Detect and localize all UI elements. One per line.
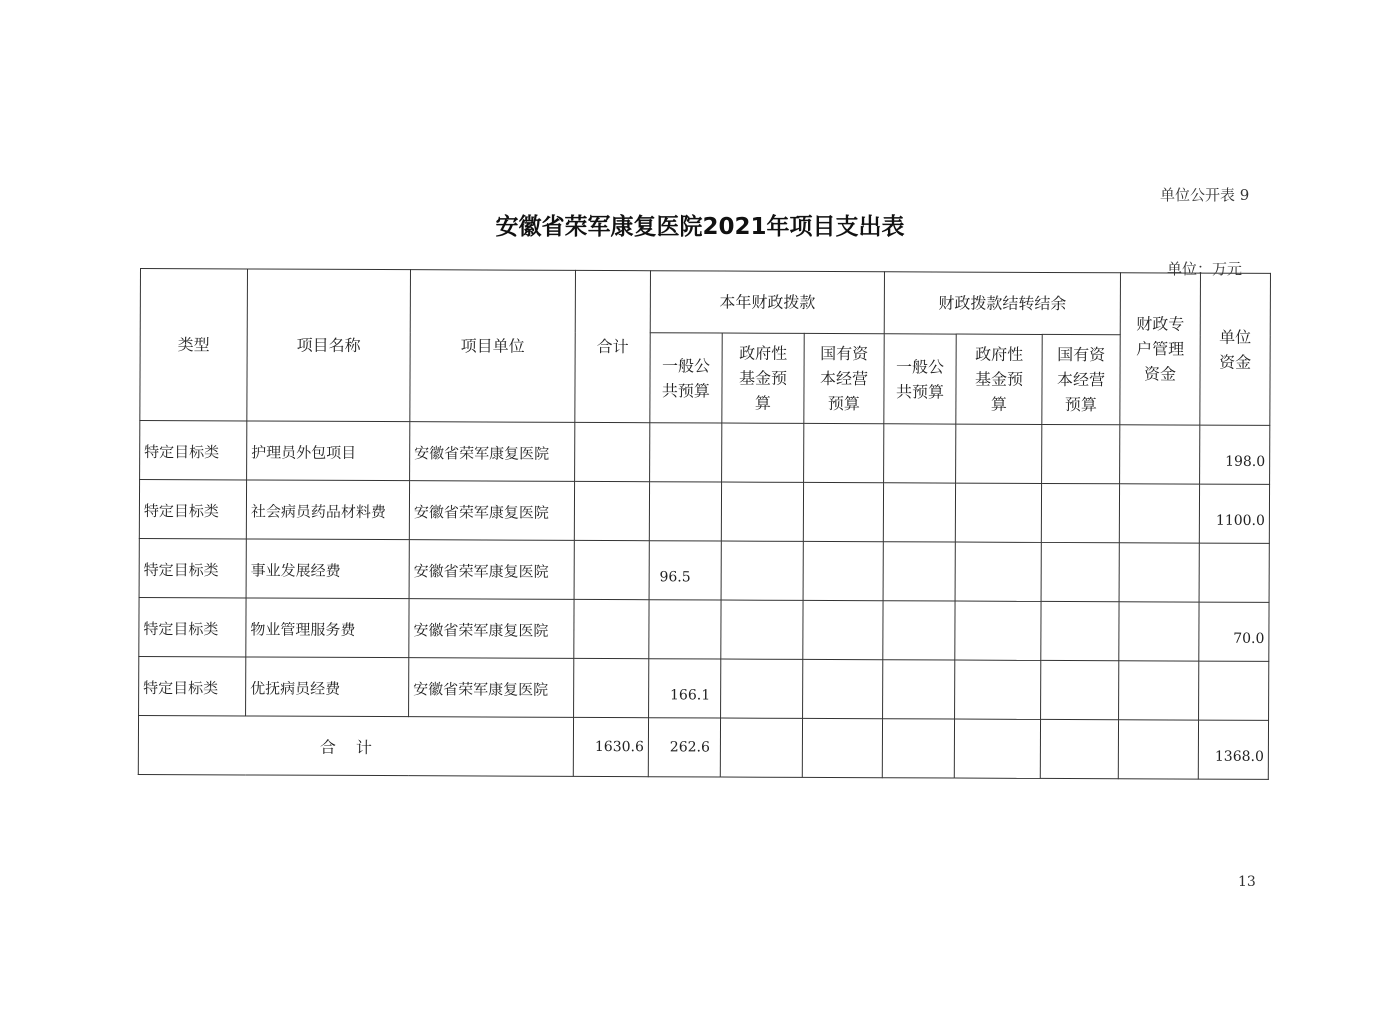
cell-carry-state-capital — [1041, 601, 1119, 660]
total-unit-funds: 1368.0 — [1198, 720, 1268, 779]
page-title: 安徽省荣军康复医院2021年项目支出表 — [495, 214, 905, 240]
cell-project-name: 物业管理服务费 — [246, 598, 409, 658]
form-number: 单位公开表 9 — [1160, 186, 1250, 204]
table-row — [139, 656, 1269, 720]
cell-project-unit: 安徽省荣军康复医院 — [409, 658, 574, 718]
cell-gov-fund — [721, 659, 803, 718]
header-carryover-balance: 财政拨款结转结余 — [884, 272, 1120, 335]
cell-total — [574, 540, 649, 599]
header-general-public-budget: 一般公共预算 — [650, 333, 722, 423]
cell-general-public — [649, 600, 721, 659]
total-general-public: 262.6 — [648, 718, 720, 777]
cell-project-name: 优抚病员经费 — [246, 657, 409, 717]
page-number: 13 — [1238, 874, 1256, 890]
total-carry-general-public — [882, 719, 954, 778]
total-carry-state-capital — [1040, 719, 1118, 778]
header-carryover-general-public: 一般公共预算 — [884, 334, 956, 424]
cell-type: 特定目标类 — [139, 480, 246, 539]
cell-state-capital — [803, 482, 883, 541]
cell-carry-gov-fund — [955, 483, 1041, 542]
cell-general-public: 96.5 — [649, 541, 721, 600]
cell-type: 特定目标类 — [140, 421, 247, 480]
cell-state-capital — [803, 600, 883, 659]
cell-fiscal-special — [1119, 661, 1199, 720]
cell-gov-fund — [721, 541, 803, 600]
cell-general-public — [649, 482, 721, 541]
cell-state-capital — [803, 541, 883, 600]
cell-carry-general-public — [883, 601, 955, 660]
cell-project-unit: 安徽省荣军康复医院 — [409, 599, 574, 659]
cell-carry-general-public — [883, 660, 955, 719]
cell-type: 特定目标类 — [139, 538, 246, 597]
project-expenditure-table — [138, 268, 1271, 780]
cell-carry-gov-fund — [955, 601, 1041, 660]
cell-fiscal-special — [1119, 543, 1199, 602]
cell-project-name: 护理员外包项目 — [247, 421, 410, 481]
cell-state-capital — [803, 659, 883, 718]
header-project-unit: 项目单位 — [410, 270, 576, 423]
cell-total — [574, 481, 649, 540]
total-sum: 1630.6 — [573, 717, 648, 776]
cell-project-name: 事业发展经费 — [246, 539, 409, 599]
cell-gov-fund — [722, 423, 804, 482]
cell-fiscal-special — [1119, 602, 1199, 661]
cell-unit-funds — [1199, 543, 1269, 602]
cell-general-public: 166.1 — [649, 659, 721, 718]
cell-carry-state-capital — [1041, 542, 1119, 601]
cell-total — [574, 658, 649, 717]
cell-carry-general-public — [883, 542, 955, 601]
total-row — [138, 715, 1268, 779]
cell-total — [574, 599, 649, 658]
cell-carry-gov-fund — [955, 660, 1041, 719]
cell-unit-funds: 1100.0 — [1199, 484, 1269, 543]
header-project-name: 项目名称 — [247, 269, 411, 422]
cell-carry-general-public — [884, 424, 956, 483]
cell-project-unit: 安徽省荣军康复医院 — [410, 422, 575, 482]
table-row — [139, 480, 1269, 544]
cell-project-unit: 安徽省荣军康复医院 — [409, 540, 574, 600]
total-gov-fund — [720, 718, 802, 777]
cell-carry-gov-fund — [955, 542, 1041, 601]
header-gov-fund-budget: 政府性基金预算 — [722, 333, 804, 423]
cell-carry-state-capital — [1042, 424, 1120, 483]
header-fiscal-special-account: 财政专户管理资金 — [1120, 273, 1201, 425]
cell-carry-general-public — [883, 483, 955, 542]
header-type: 类型 — [140, 269, 248, 421]
cell-total — [575, 422, 650, 481]
table-row — [139, 538, 1269, 602]
cell-fiscal-special — [1120, 425, 1200, 484]
cell-state-capital — [804, 423, 884, 482]
cell-unit-funds: 198.0 — [1200, 425, 1270, 484]
header-carryover-state-capital: 国有资本经营预算 — [1042, 334, 1120, 424]
cell-unit-funds: 70.0 — [1199, 602, 1269, 661]
header-state-capital-budget: 国有资本经营预算 — [804, 333, 884, 423]
total-carry-gov-fund — [954, 719, 1040, 778]
cell-fiscal-special — [1119, 484, 1199, 543]
cell-carry-state-capital — [1041, 660, 1119, 719]
header-total: 合计 — [575, 270, 651, 422]
cell-type: 特定目标类 — [139, 597, 246, 656]
cell-general-public — [650, 423, 722, 482]
cell-gov-fund — [721, 482, 803, 541]
cell-carry-state-capital — [1041, 483, 1119, 542]
cell-gov-fund — [721, 600, 803, 659]
cell-unit-funds — [1199, 661, 1269, 720]
cell-project-unit: 安徽省荣军康复医院 — [409, 481, 574, 541]
cell-project-name: 社会病员药品材料费 — [246, 480, 409, 540]
header-unit-funds: 单位资金 — [1200, 273, 1271, 425]
total-label: 合计 — [138, 715, 573, 776]
total-state-capital — [802, 718, 882, 777]
unit-label: 单位：万元 — [1167, 260, 1243, 278]
header-current-year-allocation: 本年财政拨款 — [650, 271, 884, 334]
table-row — [139, 597, 1269, 661]
header-carryover-gov-fund: 政府性基金预算 — [956, 334, 1042, 424]
total-fiscal-special — [1118, 720, 1198, 779]
table-row — [140, 421, 1270, 485]
cell-carry-gov-fund — [956, 424, 1042, 483]
cell-type: 特定目标类 — [139, 656, 246, 715]
